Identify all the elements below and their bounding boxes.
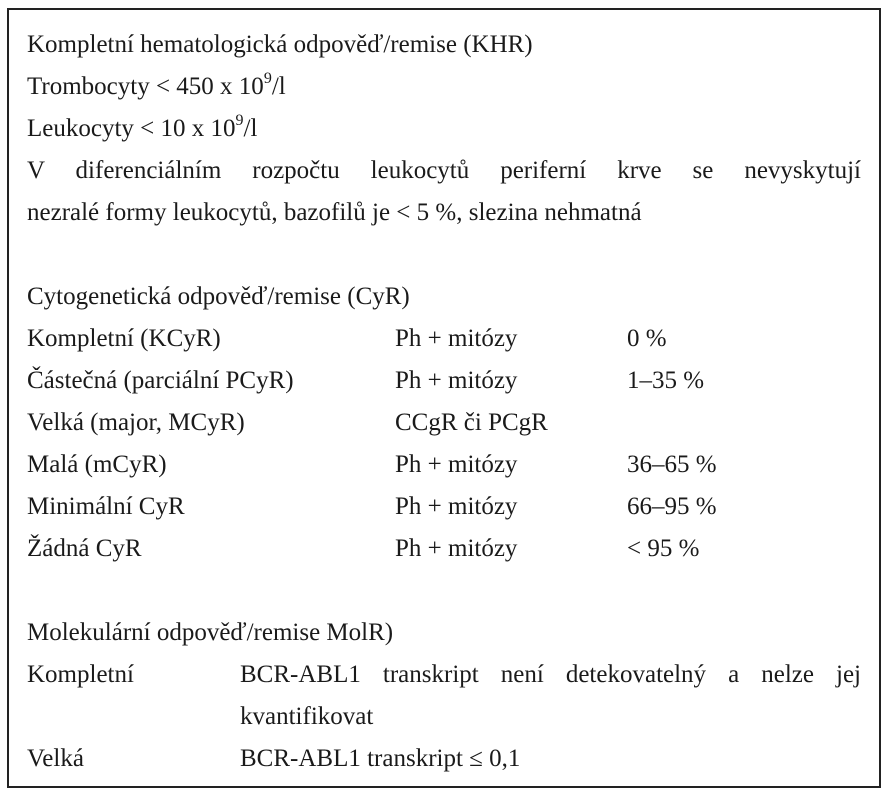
cyr-row-value: 1–35 % — [627, 367, 705, 394]
cyr-row-value: 66–95 % — [627, 493, 717, 520]
cyr-row-name: Velká (major, MCyR) — [27, 409, 245, 436]
khr-text-line-1: V diferenciálním rozpočtu leukocytů periferní krve se nevyskytují — [27, 157, 861, 184]
khr-leukocyty-exponent: 9 — [235, 111, 244, 129]
molr-row — [27, 654, 861, 738]
cyr-row-method: Ph + mitózy — [395, 367, 518, 394]
khr-leukocyty-prefix: Leukocyty < 10 x 10 — [27, 115, 236, 142]
section-spacer — [27, 570, 861, 612]
khr-trombocyty-unit: /l — [271, 73, 286, 100]
cyr-row-name: Žádná CyR — [27, 535, 142, 562]
cyr-row — [27, 402, 861, 444]
cyr-row — [27, 528, 861, 570]
molr-row-name: Kompletní — [27, 661, 134, 688]
cyr-row-name: Kompletní (KCyR) — [27, 325, 221, 352]
khr-trombocyty-prefix: Trombocyty < 450 x 10 — [27, 73, 264, 100]
cyr-row-value: 36–65 % — [627, 451, 717, 478]
khr-heading: Kompletní hematologická odpověď/remise (KHR) — [27, 31, 533, 58]
molr-row-name: Velká — [27, 745, 84, 772]
cyr-row-value — [627, 402, 861, 444]
molr-row-description — [240, 654, 861, 738]
cyr-row-method: Ph + mitózy — [395, 493, 518, 520]
criteria-table-frame — [7, 8, 881, 788]
cyr-row-name: Malá (mCyR) — [27, 451, 167, 478]
cyr-row — [27, 486, 861, 528]
cyr-row-value: < 95 % — [627, 535, 700, 562]
molr-description-line: BCR-ABL1 transkript není detekovatelný a nelze jej — [240, 661, 861, 688]
khr-leukocyty-unit: /l — [243, 115, 258, 142]
molr-description-line: kvantifikovat — [240, 703, 374, 730]
section-spacer — [27, 234, 861, 276]
cyr-row-name: Částečná (parciální PCyR) — [27, 367, 294, 394]
khr-trombocyty-exponent: 9 — [263, 69, 272, 87]
molr-heading: Molekulární odpověď/remise MolR) — [27, 619, 394, 646]
cyr-heading: Cytogenetická odpověď/remise (CyR) — [27, 283, 410, 310]
molr-description-line: BCR-ABL1 transkript ≤ 0,1 — [240, 745, 521, 772]
cyr-row-method: Ph + mitózy — [395, 451, 518, 478]
cyr-row-name: Minimální CyR — [27, 493, 185, 520]
cyr-row — [27, 318, 861, 360]
molr-row-description — [240, 738, 861, 780]
cyr-row — [27, 360, 861, 402]
khr-leukocyty — [27, 108, 861, 150]
criteria-content — [27, 24, 861, 780]
khr-trombocyty — [27, 66, 861, 108]
cyr-row-method: CCgR či PCgR — [395, 409, 548, 436]
molr-row — [27, 738, 861, 780]
cyr-row-value: 0 % — [627, 325, 667, 352]
cyr-row-method: Ph + mitózy — [395, 325, 518, 352]
khr-text-line-2: nezralé formy leukocytů, bazofilů je < 5 %, slezina nehmatná — [27, 199, 642, 226]
cyr-row-method: Ph + mitózy — [395, 535, 518, 562]
cyr-row — [27, 444, 861, 486]
